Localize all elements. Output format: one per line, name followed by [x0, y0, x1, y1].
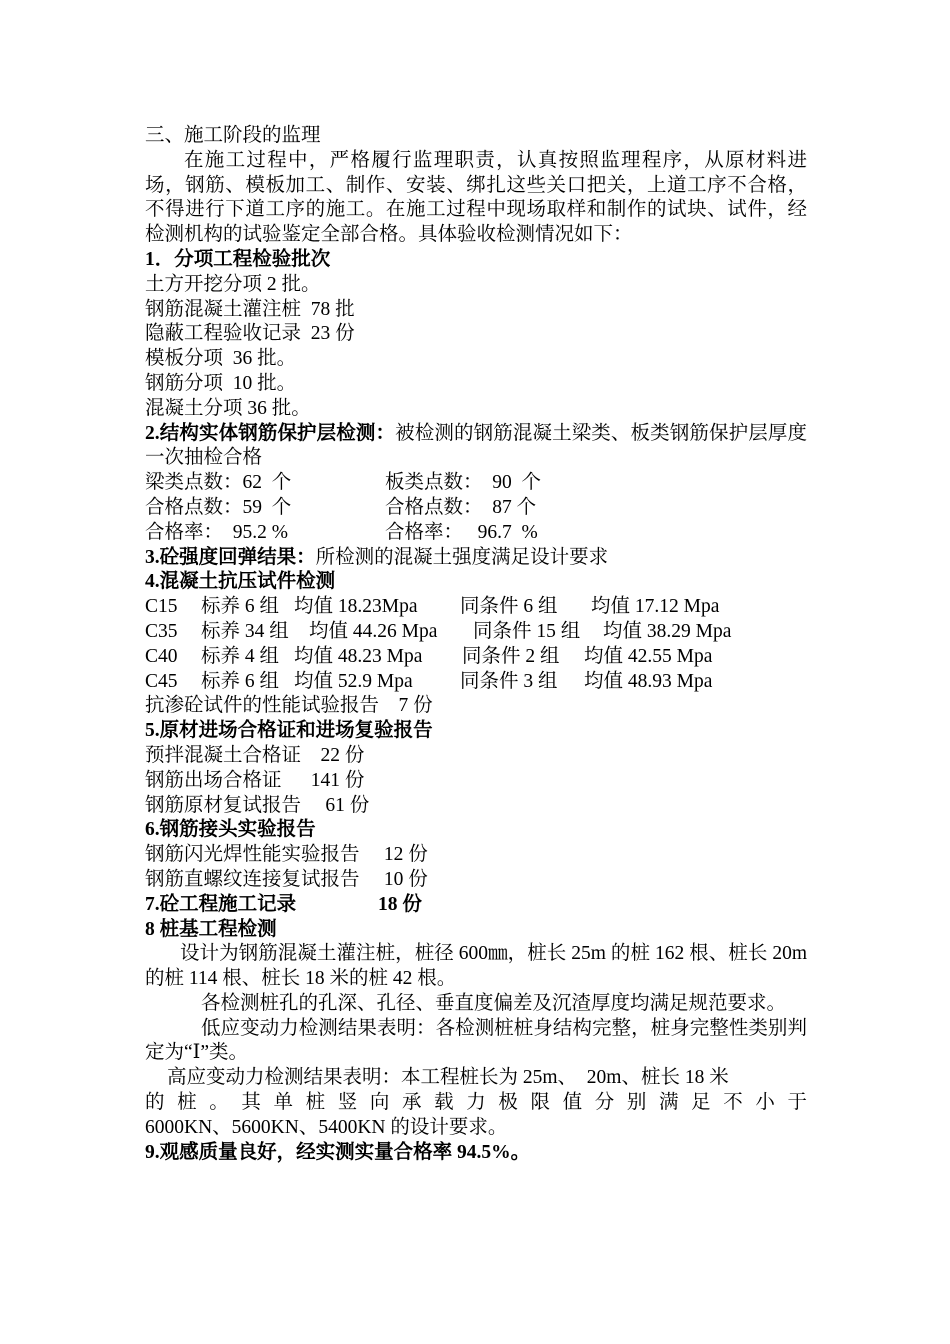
s1-item: 钢筋分项 10 批。 [145, 372, 297, 394]
s5-item: 钢筋出场合格证 141 份 [145, 769, 365, 791]
s3-line [145, 546, 807, 571]
s4-std: 标养 4 组 [201, 645, 280, 667]
s8-paragraph-4-line-2: 的桩。其单桩竖向承载力极限值分别满足不小于 [145, 1092, 807, 1114]
s4-avg2: 均值 48.93 Mpa [584, 670, 713, 692]
s2-row [145, 471, 807, 496]
s2-paragraph [145, 422, 807, 472]
s4-same: 同条件 6 组 [460, 596, 558, 618]
s4-std: 标养 6 组 [201, 596, 280, 618]
s7-value: 18 份 [378, 893, 422, 915]
s4-avg1: 均值 48.23 Mpa [294, 645, 423, 667]
s9-heading: 9.观感质量良好，经实测实量合格率 94.5%。 [145, 1141, 531, 1163]
s4-heading: 4.混凝土抗压试件检测 [145, 571, 336, 593]
s4-grade: C15 [145, 596, 178, 618]
s4-avg1: 均值 18.23Mpa [294, 596, 418, 618]
s4-avg2: 均值 38.29 Mpa [603, 620, 732, 642]
s2-row [145, 496, 807, 521]
s4-avg1: 均值 52.9 Mpa [294, 670, 413, 692]
s2-beam-pass: 合格点数：59 个 [145, 496, 292, 518]
s3-heading: 3.砼强度回弹结果： [145, 546, 316, 568]
s1-item: 隐蔽工程验收记录 23 份 [145, 323, 355, 345]
s4-same: 同条件 3 组 [460, 670, 558, 692]
s7-line [145, 893, 807, 918]
document-body [145, 124, 807, 1165]
s8-paragraph-1: 设计为钢筋混凝土灌注桩，桩径 600㎜，桩长 25m 的桩 162 根、桩长 20m 的桩 114 根、桩长 18 米的桩 42 根。 [145, 943, 807, 990]
s4-avg2: 均值 42.55 Mpa [584, 645, 713, 667]
s7-heading: 7.砼工程施工记录 [145, 893, 297, 915]
s4-grade: C35 [145, 620, 178, 642]
s4-same: 同条件 15 组 [473, 620, 581, 642]
s2-beam-count: 梁类点数：62 个 [145, 472, 292, 494]
s4-row [145, 620, 807, 645]
s4-std: 标养 6 组 [201, 670, 280, 692]
s3-text: 所检测的混凝土强度满足设计要求 [315, 546, 609, 568]
s6-item: 钢筋闪光焊性能实验报告 12 份 [145, 844, 428, 866]
s4-grade: C40 [145, 645, 178, 667]
s4-grade: C45 [145, 670, 178, 692]
s4-same: 同条件 2 组 [462, 645, 560, 667]
s8-paragraph-2: 各检测桩孔的孔深、孔径、垂直度偏差及沉渣厚度均满足规范要求。 [201, 992, 787, 1014]
s2-slab-pass: 合格点数： 87 个 [385, 496, 537, 518]
intro-paragraph: 在施工过程中，严格履行监理职责，认真按照监理程序，从原材料进场，钢筋、模板加工、制作、安装、绑扎这些关口把关，上道工序不合格，不得进行下道工序的施工。在施工过程中现场取样和制作的试块、试件，经检测机构的试验鉴定全部合格。具体验收检测情况如下： [145, 149, 807, 246]
s1-item: 混凝土分项 36 批。 [145, 397, 311, 419]
s1-heading: 1．分项工程检验批次 [145, 248, 331, 270]
s5-heading: 5.原材进场合格证和进场复验报告 [145, 720, 433, 742]
s2-row [145, 521, 807, 546]
s1-item: 土方开挖分项 2 批。 [145, 273, 321, 295]
s4-row [145, 645, 807, 670]
s4-avg2: 均值 17.12 Mpa [591, 596, 720, 618]
s1-item: 钢筋混凝土灌注桩 78 批 [145, 298, 355, 320]
s4-row [145, 595, 807, 620]
s2-text: 被检测的钢筋混凝土梁类、板类钢筋保护层厚度一次抽检合格 [145, 422, 807, 469]
s6-heading: 6.钢筋接头实验报告 [145, 819, 316, 841]
s8-paragraph-3: 低应变动力检测结果表明：各检测桩桩身结构完整，桩身完整性类别判定为“Ⅰ”类。 [145, 1017, 807, 1064]
s4-row [145, 670, 807, 695]
s8-paragraph-4-line-1: 高应变动力检测结果表明：本工程桩长为 25m、 20m、桩长 18 米 [167, 1067, 729, 1089]
s5-item: 预拌混凝土合格证 22 份 [145, 744, 365, 766]
s2-slab-count: 板类点数： 90 个 [385, 472, 542, 494]
s1-item: 模板分项 36 批。 [145, 348, 297, 370]
s8-heading: 8 桩基工程检测 [145, 918, 277, 940]
s2-slab-rate: 合格率： 96.7 % [385, 521, 538, 543]
s2-beam-rate: 合格率： 95.2 % [145, 521, 288, 543]
s4-avg1: 均值 44.26 Mpa [309, 620, 438, 642]
s6-item: 钢筋直螺纹连接复试报告 10 份 [145, 868, 428, 890]
section-title: 三、施工阶段的监理 [145, 125, 321, 146]
s5-item: 钢筋原材复试报告 61 份 [145, 794, 370, 816]
s4-std: 标养 34 组 [201, 620, 289, 642]
s2-heading: 2.结构实体钢筋保护层检测： [145, 422, 396, 444]
s8-paragraph-4-line-3: 6000KN、5600KN、5400KN 的设计要求。 [145, 1116, 508, 1138]
s4-extra: 抗渗砼试件的性能试验报告 7 份 [145, 695, 433, 717]
